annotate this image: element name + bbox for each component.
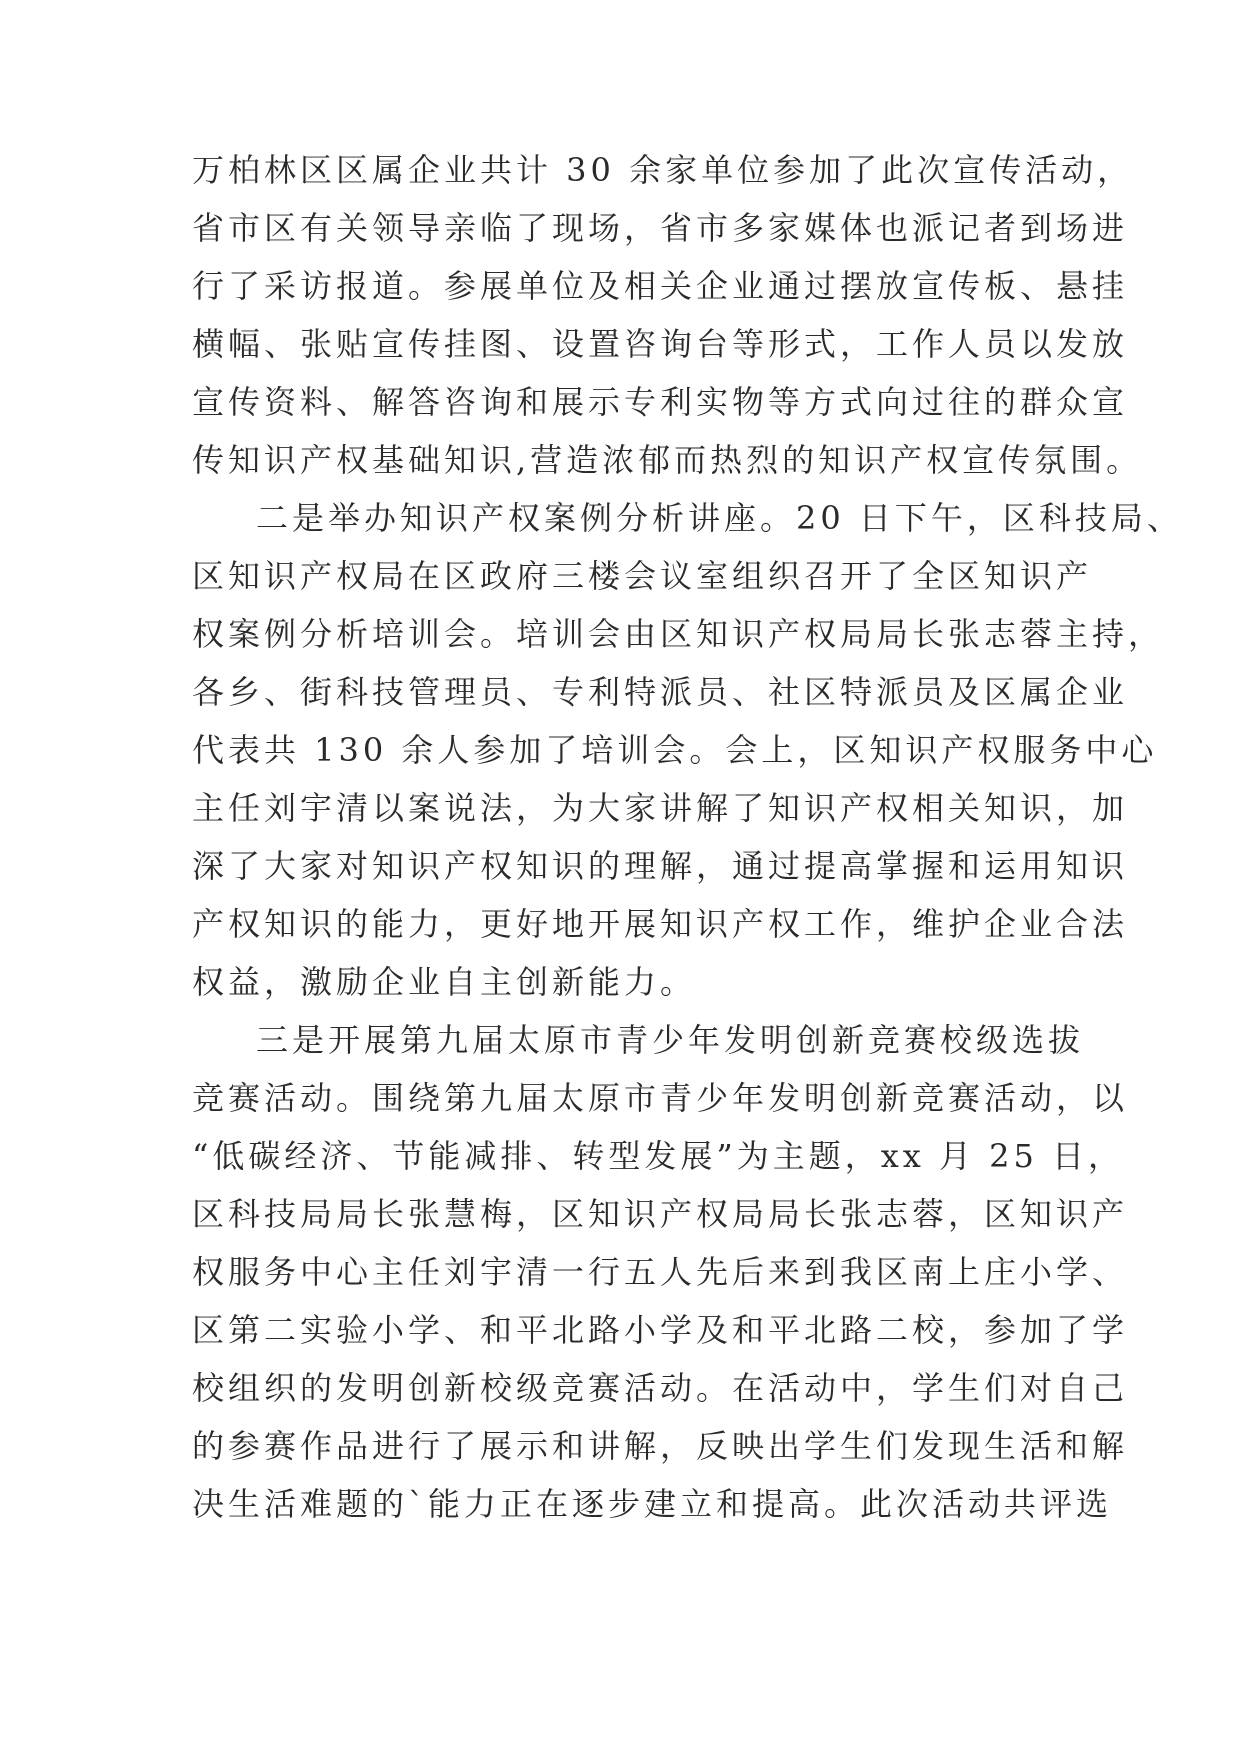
paragraph-line: 区知识产权局在区政府三楼会议室组织召开了全区知识产 [192,557,1093,595]
paragraph-line: 三是开展第九届太原市青少年发明创新竞赛校级选拔 [256,1021,1085,1059]
paragraph-line: 主任刘宇清以案说法，为大家讲解了知识产权相关知识，加 [192,789,1129,827]
paragraph-line: 代表共 130 余人参加了培训会。会上，区知识产权服务中心 [192,731,1158,769]
paragraph-line: 宣传资料、解答咨询和展示专利实物等方式向过往的群众宣 [192,383,1129,421]
paragraph-line: 决生活难题的`能力正在逐步建立和提高。此次活动共评选 [192,1485,1113,1523]
paragraph-line: 区第二实验小学、和平北路小学及和平北路二校，参加了学 [192,1311,1129,1349]
paragraph-line: 各乡、街科技管理员、专利特派员、社区特派员及区属企业 [192,673,1129,711]
paragraph-line: 竞赛活动。围绕第九届太原市青少年发明创新竞赛活动，以 [192,1079,1129,1117]
paragraph-line: 权服务中心主任刘宇清一行五人先后来到我区南上庄小学、 [192,1253,1129,1291]
paragraph-line: 传知识产权基础知识,营造浓郁而热烈的知识产权宣传氛围。 [192,441,1143,479]
paragraph-line: 权益，激励企业自主创新能力。 [192,963,697,1001]
paragraph-line: 二是举办知识产权案例分析讲座。20 日下午，区科技局、 [256,499,1183,537]
paragraph-line: 横幅、张贴宣传挂图、设置咨询台等形式，工作人员以发放 [192,325,1129,363]
paragraph-line: “低碳经济、节能减排、转型发展”为主题，xx 月 25 日， [192,1137,1125,1175]
paragraph-line: 权案例分析培训会。培训会由区知识产权局局长张志蓉主持， [192,615,1165,653]
paragraph-line: 校组织的发明创新校级竞赛活动。在活动中，学生们对自己 [192,1369,1129,1407]
paragraph-line: 区科技局局长张慧梅，区知识产权局局长张志蓉，区知识产 [192,1195,1129,1233]
paragraph-line: 深了大家对知识产权知识的理解，通过提高掌握和运用知识 [192,847,1129,885]
paragraph-line: 省市区有关领导亲临了现场，省市多家媒体也派记者到场进 [192,209,1129,247]
paragraph-line: 的参赛作品进行了展示和讲解，反映出学生们发现生活和解 [192,1427,1129,1465]
paragraph-line: 产权知识的能力，更好地开展知识产权工作，维护企业合法 [192,905,1129,943]
paragraph-line: 万柏林区区属企业共计 30 余家单位参加了此次宣传活动， [192,151,1134,189]
paragraph-line: 行了采访报道。参展单位及相关企业通过摆放宣传板、悬挂 [192,267,1129,305]
